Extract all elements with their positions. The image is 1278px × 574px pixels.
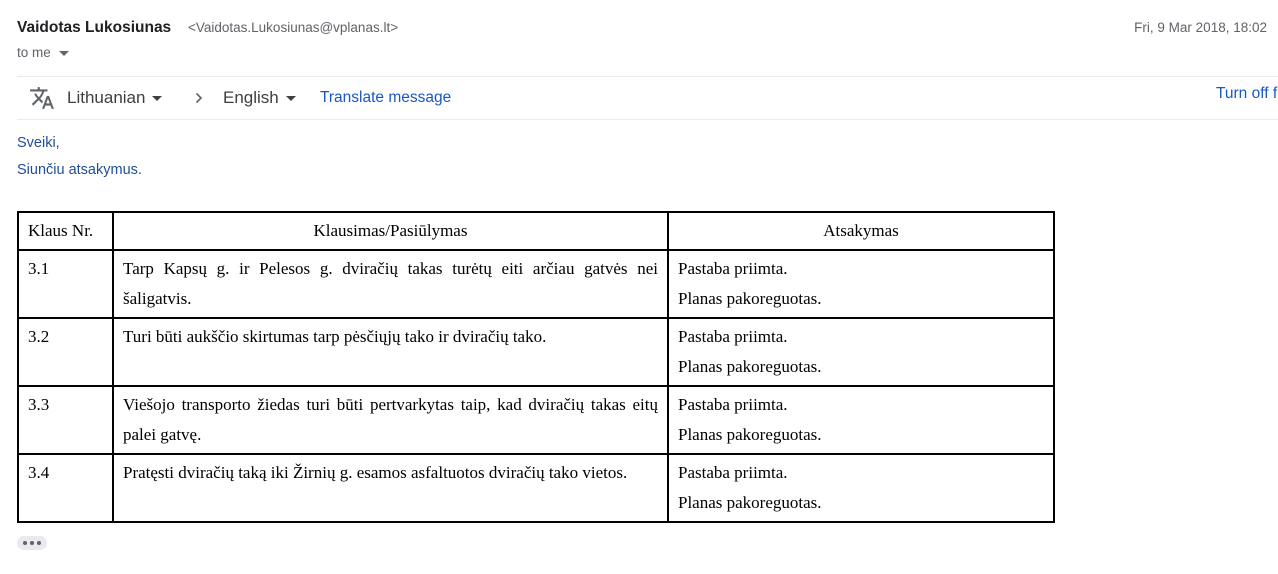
row-question: Tarp Kapsų g. ir Pelesos g. dviračių takas turėtų eiti arčiau gatvės nei šaligatvis. — [113, 250, 668, 318]
target-language-select[interactable] — [223, 86, 296, 110]
body-line: Siunčiu atsakymus. — [17, 162, 142, 178]
answer-line: Pastaba priimta. — [678, 259, 788, 278]
row-nr: 3.3 — [18, 386, 113, 454]
header-answer: Atsakymas — [668, 212, 1054, 250]
answer-line: Pastaba priimta. — [678, 463, 788, 482]
sender-email: <Vaidotas.Lukosiunas@vplanas.lt> — [188, 20, 399, 35]
row-answer — [668, 386, 1054, 454]
turn-off-translation-link[interactable]: Turn off f — [1216, 85, 1278, 102]
table-row — [18, 386, 1054, 454]
table-row — [18, 318, 1054, 386]
row-nr: 3.2 — [18, 318, 113, 386]
chevron-right-icon — [193, 92, 205, 104]
more-horizontal-icon — [37, 541, 41, 545]
message-body — [17, 130, 142, 184]
answer-line: Planas pakoreguotas. — [678, 425, 822, 444]
header-nr: Klaus Nr. — [18, 212, 113, 250]
header-question: Klausimas/Pasiūlymas — [113, 212, 668, 250]
target-language-label: English — [223, 88, 279, 107]
greeting-line: Sveiki, — [17, 135, 60, 151]
row-answer — [668, 454, 1054, 522]
show-trimmed-content-button[interactable] — [17, 536, 47, 550]
caret-down-icon — [286, 96, 296, 101]
answer-line: Pastaba priimta. — [678, 327, 788, 346]
translate-icon — [29, 85, 55, 111]
table-row — [18, 454, 1054, 522]
caret-down-icon — [152, 96, 162, 101]
table-header-row — [18, 212, 1054, 250]
message-header — [17, 17, 1267, 65]
recipient-label: to me — [17, 45, 51, 60]
translate-bar — [17, 76, 1278, 120]
more-horizontal-icon — [23, 541, 27, 545]
more-horizontal-icon — [30, 541, 34, 545]
answer-line: Planas pakoreguotas. — [678, 289, 822, 308]
caret-down-icon — [59, 51, 69, 56]
sender-name[interactable]: Vaidotas Lukosiunas — [17, 19, 172, 36]
row-question: Turi būti aukščio skirtumas tarp pėsčiųjų tako ir dviračių tako. — [113, 318, 668, 386]
row-question: Viešojo transporto žiedas turi būti pertvarkytas taip, kad dviračių takas eitų palei gatvę. — [113, 386, 668, 454]
row-answer — [668, 250, 1054, 318]
table-row — [18, 250, 1054, 318]
answer-line: Pastaba priimta. — [678, 395, 788, 414]
recipient-details-toggle[interactable] — [17, 43, 69, 63]
answer-line: Planas pakoreguotas. — [678, 493, 822, 512]
row-nr: 3.4 — [18, 454, 113, 522]
answer-line: Planas pakoreguotas. — [678, 357, 822, 376]
translate-message-link[interactable]: Translate message — [320, 89, 452, 106]
source-language-label: Lithuanian — [67, 88, 146, 107]
row-question: Pratęsti dviračių taką iki Žirnių g. esamos asfaltuotos dviračių tako vietos. — [113, 454, 668, 522]
message-date: Fri, 9 Mar 2018, 18:02 — [1134, 20, 1267, 35]
row-answer — [668, 318, 1054, 386]
row-nr: 3.1 — [18, 250, 113, 318]
source-language-select[interactable] — [67, 86, 162, 110]
answers-table — [17, 211, 1055, 523]
